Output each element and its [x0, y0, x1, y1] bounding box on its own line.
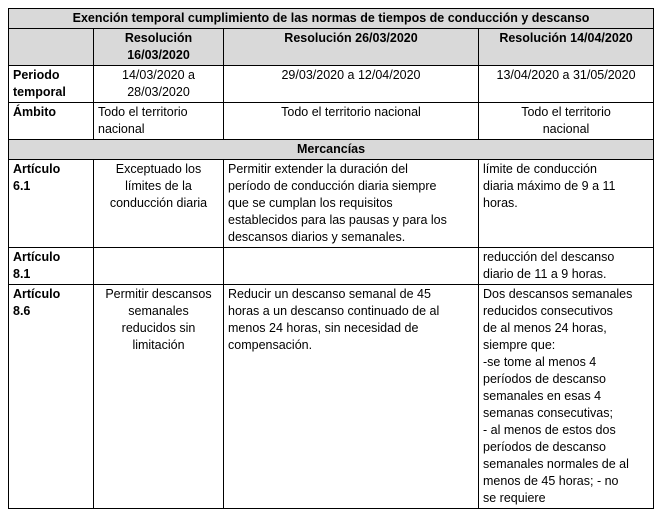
header-empty [9, 29, 94, 66]
header-res-14-04: Resolución 14/04/2020 [479, 29, 654, 66]
table-row-art86 [9, 285, 654, 509]
table-title: Exención temporal cumplimiento de las normas de tiempos de conducción y descanso [9, 9, 654, 29]
cell-ambito-3: Todo el territorio nacional [479, 103, 654, 140]
row-label-ambito: Ámbito [9, 103, 94, 140]
table-title-row [9, 9, 654, 29]
cell-art61-3: límite de conducción diaria máximo de 9 a 11 horas. [479, 160, 654, 248]
cell-art86-3: Dos descansos semanales reducidos consecutivos de al menos 24 horas, siempre que: -se tome al menos 4 períodos de descanso semanales en esas 4 semanas consecutivas; - al menos de estos dos períodos de descanso semanales normales de al menos de 45 horas; - no se requiere [479, 285, 654, 509]
cell-ambito-2: Todo el territorio nacional [224, 103, 479, 140]
cell-periodo-3: 13/04/2020 a 31/05/2020 [479, 66, 654, 103]
row-label-periodo: Periodo temporal [9, 66, 94, 103]
header-res-16-03: Resolución 16/03/2020 [94, 29, 224, 66]
cell-ambito-1: Todo el territorio nacional [94, 103, 224, 140]
cell-art86-2: Reducir un descanso semanal de 45 horas a un descanso continuado de al menos 24 horas, sin necesidad de compensación. [224, 285, 479, 509]
header-res-26-03: Resolución 26/03/2020 [224, 29, 479, 66]
section-row [9, 140, 654, 160]
cell-periodo-1: 14/03/2020 a 28/03/2020 [94, 66, 224, 103]
cell-art61-2: Permitir extender la duración del período de conducción diaria siempre que se cumplan los requisitos establecidos para las pausas y para los descansos diarios y semanales. [224, 160, 479, 248]
exemption-table [8, 8, 654, 509]
cell-periodo-2: 29/03/2020 a 12/04/2020 [224, 66, 479, 103]
row-label-art81: Artículo 8.1 [9, 248, 94, 285]
row-label-art86: Artículo 8.6 [9, 285, 94, 509]
table-row-ambito [9, 103, 654, 140]
table-row-art81 [9, 248, 654, 285]
cell-art86-1: Permitir descansos semanales reducidos sin limitación [94, 285, 224, 509]
cell-art81-3: reducción del descanso diario de 11 a 9 horas. [479, 248, 654, 285]
row-label-art61: Artículo 6.1 [9, 160, 94, 248]
header-row [9, 29, 654, 66]
cell-art61-1: Exceptuado los límites de la conducción diaria [94, 160, 224, 248]
table-row-art61 [9, 160, 654, 248]
section-mercancias: Mercancías [9, 140, 654, 160]
table-row-periodo [9, 66, 654, 103]
cell-art81-1 [94, 248, 224, 285]
cell-art81-2 [224, 248, 479, 285]
